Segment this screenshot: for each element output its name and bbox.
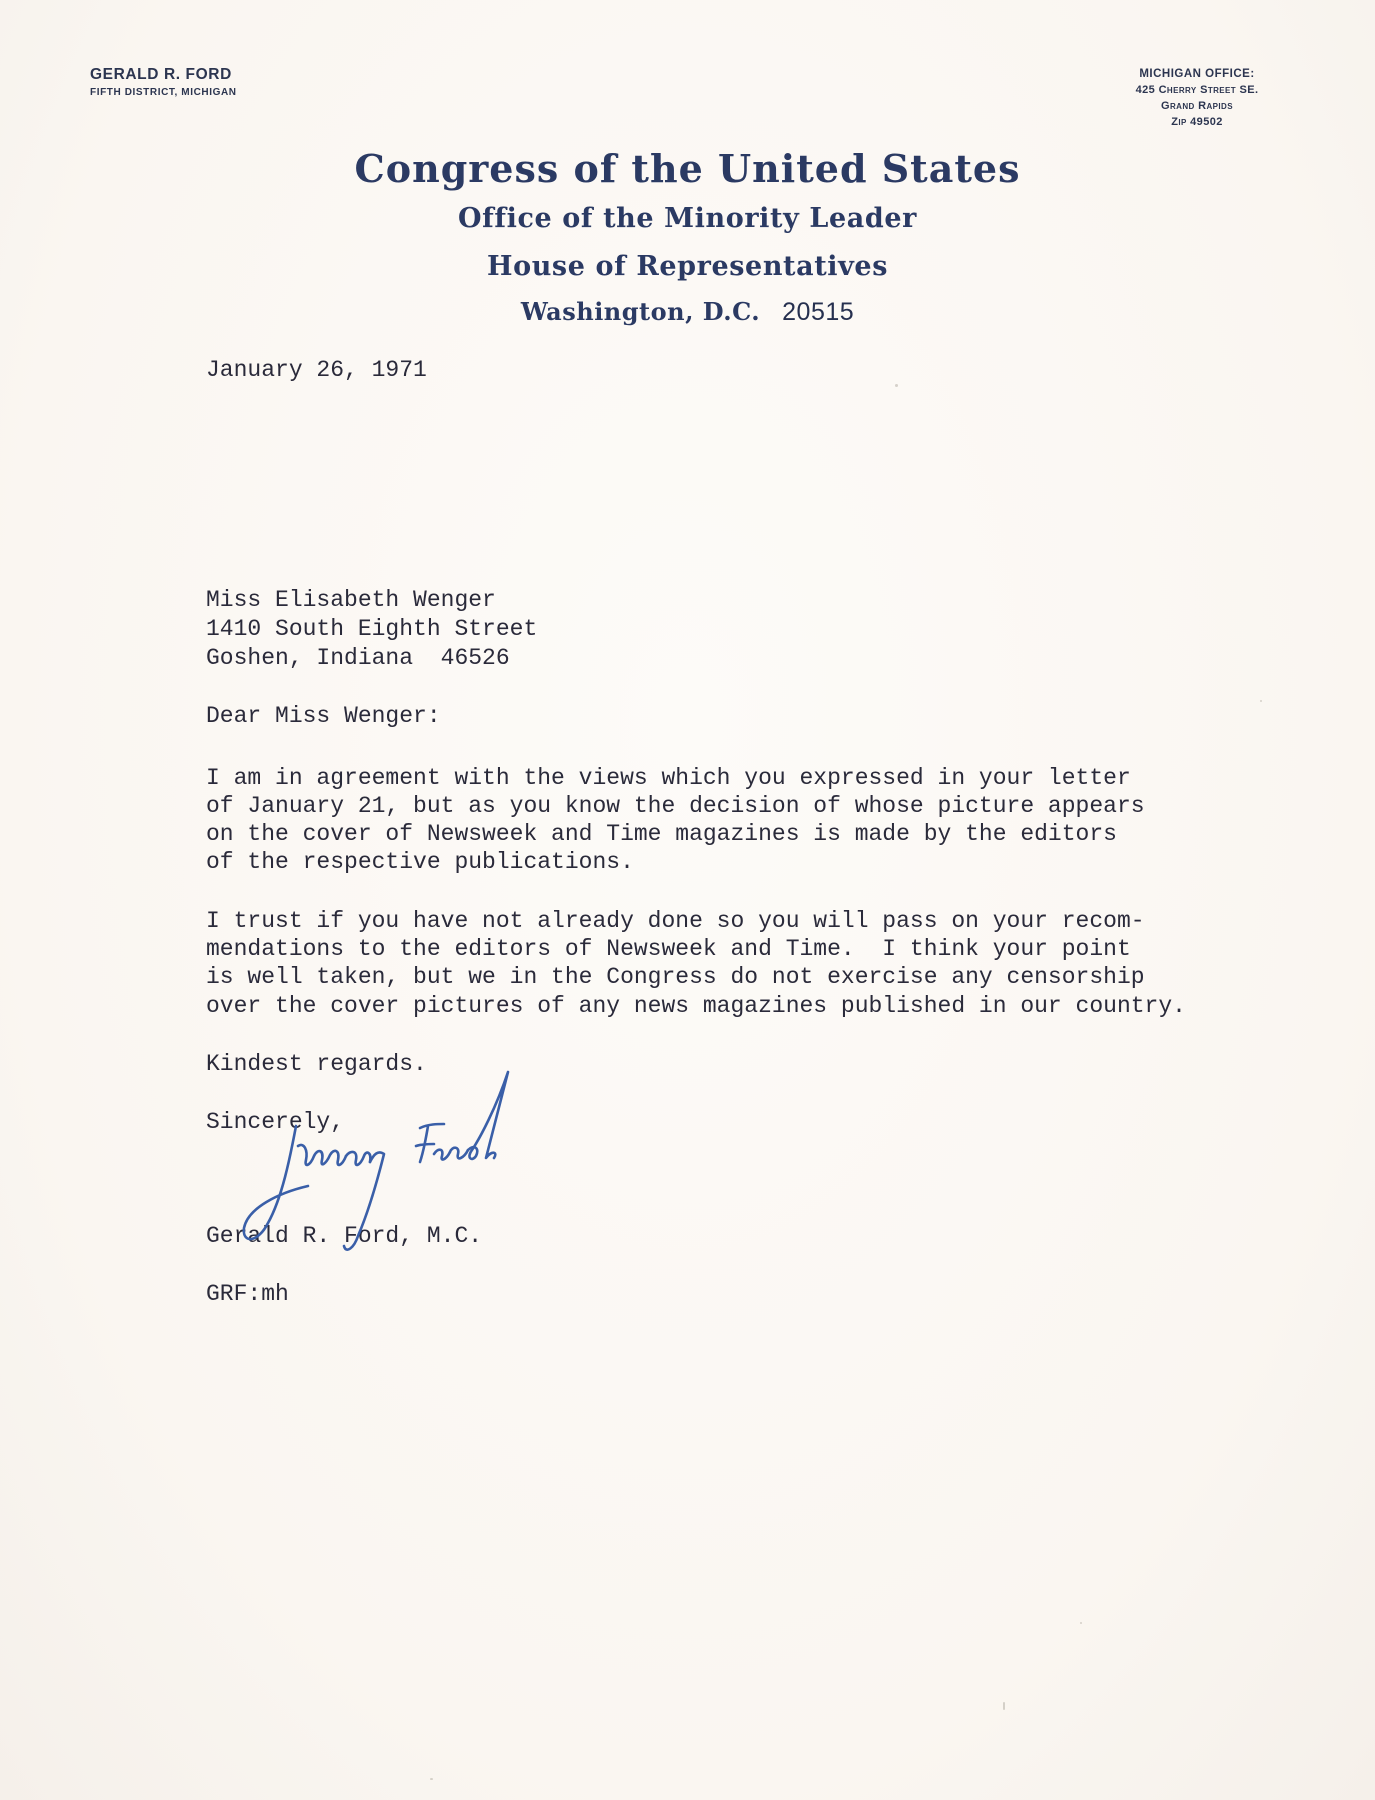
salutation: Dear Miss Wenger: [206,703,441,729]
office-city: Grand Rapids [1161,100,1233,112]
paragraph-2-line-3: is well taken, but we in the Congress do not exercise any censorship [206,964,1145,990]
paragraph-1-line-3: on the cover of Newsweek and Time magazines is made by the editors [206,821,1117,847]
office-zip: Zip 49502 [1171,116,1223,128]
letter-date: January 26, 1971 [206,357,427,383]
signature [238,1058,598,1268]
paper-speck [895,384,898,387]
paragraph-2-line-1: I trust if you have not already done so you will pass on your recom- [206,908,1145,934]
letterhead-name: GERALD R. FORD [90,66,232,83]
closing-line: Kindest regards. [206,1051,427,1077]
paper-speck [1080,1622,1082,1624]
office-street: 425 Cherry Street SE. [1135,84,1259,96]
paper-speck [430,1778,433,1780]
reference-initials: GRF:mh [206,1281,289,1307]
paper-speck [1260,700,1262,702]
paragraph-1-line-1: I am in agreement with the views which you expressed in your letter [206,765,1131,791]
typed-name: Gerald R. Ford, M.C. [206,1223,483,1249]
paragraph-1-line-2: of January 21, but as you know the decision of whose picture appears [206,793,1145,819]
recipient-name: Miss Elisabeth Wenger [206,587,496,613]
masthead-zip: 20515 [782,298,855,326]
paragraph-2-line-4: over the cover pictures of any news magazines published in our country. [206,993,1186,1019]
letterhead-left [90,66,237,98]
letterhead-district: FIFTH DISTRICT, MICHIGAN [90,87,237,98]
masthead-address [0,297,1375,327]
masthead-house: House of Representatives [486,251,889,282]
masthead-congress: Congress of the United States [354,146,1021,191]
letterhead-michigan-office [1077,66,1317,130]
masthead-office: Office of the Minority Leader [458,203,917,234]
recipient-street: 1410 South Eighth Street [206,616,538,642]
office-label: MICHIGAN OFFICE: [1139,68,1255,80]
paragraph-1-line-4: of the respective publications. [206,849,634,875]
paragraph-2-line-2: mendations to the editors of Newsweek and Time. I think your point [206,936,1131,962]
masthead-city: Washington, D.C. [520,297,761,326]
recipient-city: Goshen, Indiana 46526 [206,645,510,671]
valediction: Sincerely, [206,1109,345,1135]
paper-speck [1003,1702,1005,1710]
